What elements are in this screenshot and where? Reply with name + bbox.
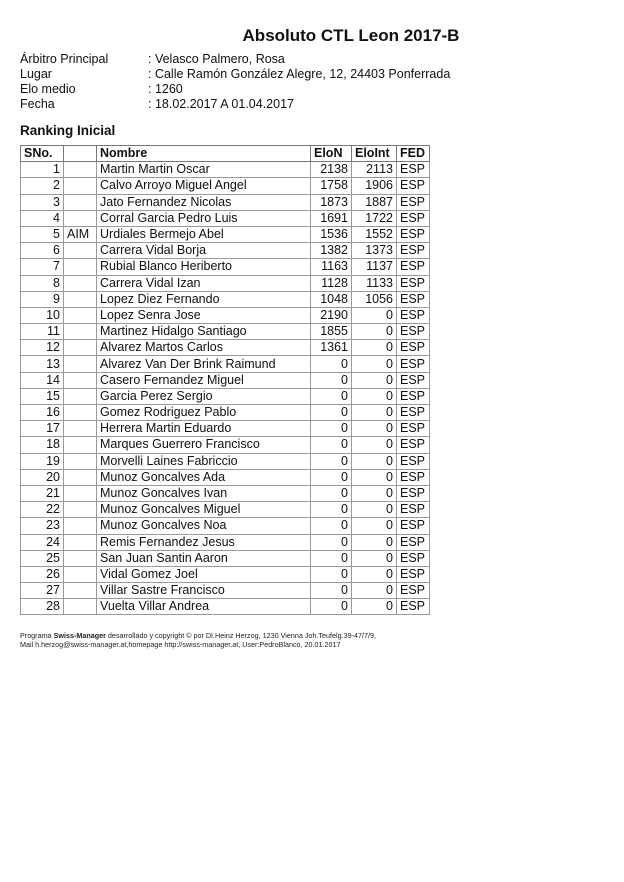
cell-fed: ESP [397, 194, 430, 210]
cell-elon: 0 [311, 453, 352, 469]
table-row [21, 469, 430, 485]
cell-name: Vidal Gomez Joel [97, 566, 311, 582]
column-header-eloint: EloInt [352, 146, 397, 162]
cell-elon: 1691 [311, 210, 352, 226]
cell-title [64, 243, 97, 259]
cell-eloint: 1373 [352, 243, 397, 259]
meta-label: Lugar [20, 67, 52, 81]
cell-eloint: 0 [352, 518, 397, 534]
table-row [21, 356, 430, 372]
table-row [21, 243, 430, 259]
cell-elon: 1163 [311, 259, 352, 275]
cell-name: Villar Sastre Francisco [97, 583, 311, 599]
cell-fed: ESP [397, 599, 430, 615]
cell-sno: 18 [21, 437, 64, 453]
cell-title [64, 453, 97, 469]
cell-eloint: 0 [352, 534, 397, 550]
cell-eloint: 0 [352, 421, 397, 437]
table-row [21, 437, 430, 453]
cell-name: Munoz Goncalves Ivan [97, 485, 311, 501]
cell-fed: ESP [397, 421, 430, 437]
cell-fed: ESP [397, 485, 430, 501]
cell-name: Carrera Vidal Izan [97, 275, 311, 291]
cell-title [64, 469, 97, 485]
page-title: Absoluto CTL Leon 2017-B [242, 26, 460, 45]
cell-title [64, 307, 97, 323]
cell-sno: 13 [21, 356, 64, 372]
cell-eloint: 2113 [352, 162, 397, 178]
meta-value: : 18.02.2017 A 01.04.2017 [148, 97, 294, 111]
cell-eloint: 0 [352, 485, 397, 501]
cell-elon: 2138 [311, 162, 352, 178]
section-title: Ranking Inicial [20, 123, 116, 138]
cell-title [64, 210, 97, 226]
table-row [21, 291, 430, 307]
footer-credits [20, 631, 376, 649]
table-row [21, 583, 430, 599]
cell-fed: ESP [397, 372, 430, 388]
cell-name: Alvarez Van Der Brink Raimund [97, 356, 311, 372]
ranking-table [20, 145, 430, 615]
cell-elon: 1382 [311, 243, 352, 259]
cell-title [64, 388, 97, 404]
cell-eloint: 0 [352, 453, 397, 469]
cell-title [64, 566, 97, 582]
cell-eloint: 1722 [352, 210, 397, 226]
cell-name: Vuelta Villar Andrea [97, 599, 311, 615]
cell-eloint: 0 [352, 388, 397, 404]
meta-row [20, 52, 450, 67]
cell-elon: 0 [311, 421, 352, 437]
cell-elon: 0 [311, 437, 352, 453]
footer-prefix: Programa [20, 631, 54, 640]
cell-elon: 1855 [311, 324, 352, 340]
cell-sno: 1 [21, 162, 64, 178]
cell-fed: ESP [397, 307, 430, 323]
cell-title [64, 518, 97, 534]
cell-name: Jato Fernandez Nicolas [97, 194, 311, 210]
cell-fed: ESP [397, 291, 430, 307]
table-row [21, 599, 430, 615]
cell-elon: 1361 [311, 340, 352, 356]
meta-row [20, 97, 450, 112]
cell-name: Alvarez Martos Carlos [97, 340, 311, 356]
cell-fed: ESP [397, 566, 430, 582]
column-header-name: Nombre [97, 146, 311, 162]
cell-fed: ESP [397, 226, 430, 242]
cell-elon: 0 [311, 388, 352, 404]
table-row [21, 388, 430, 404]
cell-elon: 0 [311, 356, 352, 372]
table-row [21, 372, 430, 388]
table-row [21, 453, 430, 469]
cell-sno: 12 [21, 340, 64, 356]
table-row [21, 178, 430, 194]
cell-name: Martin Martin Oscar [97, 162, 311, 178]
cell-eloint: 0 [352, 372, 397, 388]
cell-title [64, 583, 97, 599]
cell-sno: 25 [21, 550, 64, 566]
cell-eloint: 0 [352, 307, 397, 323]
cell-title [64, 485, 97, 501]
table-row [21, 275, 430, 291]
cell-fed: ESP [397, 162, 430, 178]
cell-fed: ESP [397, 453, 430, 469]
cell-sno: 3 [21, 194, 64, 210]
table-row [21, 226, 430, 242]
cell-eloint: 1906 [352, 178, 397, 194]
cell-title [64, 259, 97, 275]
cell-sno: 28 [21, 599, 64, 615]
cell-name: Rubial Blanco Heriberto [97, 259, 311, 275]
cell-name: Urdiales Bermejo Abel [97, 226, 311, 242]
table-row [21, 421, 430, 437]
footer-line1-text: desarrollado y copyright © por DI.Heinz Herzog, 1230 Vienna Joh.Teufelg.39-47/7/9, [105, 631, 376, 640]
cell-elon: 0 [311, 372, 352, 388]
cell-sno: 14 [21, 372, 64, 388]
table-row [21, 534, 430, 550]
cell-elon: 1536 [311, 226, 352, 242]
cell-eloint: 0 [352, 324, 397, 340]
meta-label: Fecha [20, 97, 55, 111]
table-row [21, 502, 430, 518]
cell-title [64, 356, 97, 372]
cell-elon: 1758 [311, 178, 352, 194]
cell-fed: ESP [397, 356, 430, 372]
footer-brand: Swiss-Manager [53, 631, 106, 640]
cell-title [64, 502, 97, 518]
table-row [21, 566, 430, 582]
meta-row [20, 82, 450, 97]
cell-name: Munoz Goncalves Miguel [97, 502, 311, 518]
cell-elon: 2190 [311, 307, 352, 323]
cell-name: Munoz Goncalves Noa [97, 518, 311, 534]
cell-elon: 1873 [311, 194, 352, 210]
cell-sno: 21 [21, 485, 64, 501]
cell-elon: 0 [311, 566, 352, 582]
cell-name: Remis Fernandez Jesus [97, 534, 311, 550]
cell-fed: ESP [397, 518, 430, 534]
cell-title [64, 178, 97, 194]
cell-fed: ESP [397, 534, 430, 550]
cell-sno: 4 [21, 210, 64, 226]
cell-title [64, 340, 97, 356]
cell-elon: 0 [311, 485, 352, 501]
cell-elon: 0 [311, 469, 352, 485]
cell-sno: 7 [21, 259, 64, 275]
cell-name: Lopez Senra Jose [97, 307, 311, 323]
column-header-title [64, 146, 97, 162]
footer-line-1 [20, 631, 376, 640]
cell-sno: 27 [21, 583, 64, 599]
cell-title [64, 194, 97, 210]
cell-sno: 22 [21, 502, 64, 518]
cell-eloint: 1887 [352, 194, 397, 210]
cell-name: Calvo Arroyo Miguel Angel [97, 178, 311, 194]
cell-sno: 10 [21, 307, 64, 323]
cell-name: Corral Garcia Pedro Luis [97, 210, 311, 226]
cell-elon: 0 [311, 534, 352, 550]
meta-label: Árbitro Principal [20, 52, 109, 66]
cell-sno: 5 [21, 226, 64, 242]
table-row [21, 210, 430, 226]
cell-fed: ESP [397, 502, 430, 518]
table-row [21, 550, 430, 566]
cell-sno: 26 [21, 566, 64, 582]
table-row [21, 518, 430, 534]
cell-eloint: 0 [352, 469, 397, 485]
cell-title [64, 421, 97, 437]
cell-title [64, 275, 97, 291]
column-header-fed: FED [397, 146, 430, 162]
cell-elon: 0 [311, 405, 352, 421]
cell-eloint: 0 [352, 405, 397, 421]
cell-elon: 1048 [311, 291, 352, 307]
cell-fed: ESP [397, 178, 430, 194]
tournament-info [20, 52, 450, 112]
cell-fed: ESP [397, 275, 430, 291]
cell-name: Morvelli Laines Fabriccio [97, 453, 311, 469]
footer-line-2: Mail h.herzog@swiss-manager.at,homepage http://swiss-manager.at, User:PedroBlanco, 20.01.2017 [20, 640, 341, 649]
table-row [21, 340, 430, 356]
cell-fed: ESP [397, 550, 430, 566]
table-header-row [21, 146, 430, 162]
meta-label: Elo medio [20, 82, 76, 96]
cell-elon: 0 [311, 502, 352, 518]
cell-title [64, 599, 97, 615]
cell-sno: 2 [21, 178, 64, 194]
cell-name: Lopez Diez Fernando [97, 291, 311, 307]
cell-eloint: 1056 [352, 291, 397, 307]
cell-name: Martinez Hidalgo Santiago [97, 324, 311, 340]
cell-name: Munoz Goncalves Ada [97, 469, 311, 485]
cell-sno: 23 [21, 518, 64, 534]
cell-sno: 15 [21, 388, 64, 404]
cell-sno: 8 [21, 275, 64, 291]
cell-elon: 0 [311, 518, 352, 534]
cell-title [64, 550, 97, 566]
cell-name: Herrera Martin Eduardo [97, 421, 311, 437]
cell-eloint: 0 [352, 437, 397, 453]
cell-sno: 20 [21, 469, 64, 485]
cell-sno: 6 [21, 243, 64, 259]
cell-title: AIM [64, 226, 97, 242]
cell-eloint: 0 [352, 566, 397, 582]
cell-fed: ESP [397, 340, 430, 356]
cell-fed: ESP [397, 583, 430, 599]
cell-title [64, 534, 97, 550]
column-header-sno: SNo. [21, 146, 64, 162]
table-row [21, 162, 430, 178]
cell-title [64, 405, 97, 421]
cell-name: Casero Fernandez Miguel [97, 372, 311, 388]
cell-fed: ESP [397, 243, 430, 259]
cell-elon: 0 [311, 583, 352, 599]
cell-eloint: 0 [352, 502, 397, 518]
meta-value: : 1260 [148, 82, 183, 96]
cell-title [64, 372, 97, 388]
cell-fed: ESP [397, 210, 430, 226]
cell-title [64, 162, 97, 178]
cell-eloint: 1552 [352, 226, 397, 242]
table-row [21, 485, 430, 501]
table-row [21, 324, 430, 340]
table-row [21, 405, 430, 421]
cell-title [64, 324, 97, 340]
cell-fed: ESP [397, 469, 430, 485]
cell-fed: ESP [397, 259, 430, 275]
cell-sno: 19 [21, 453, 64, 469]
table-row [21, 194, 430, 210]
meta-row [20, 67, 450, 82]
table-row [21, 307, 430, 323]
cell-name: Marques Guerrero Francisco [97, 437, 311, 453]
cell-fed: ESP [397, 324, 430, 340]
cell-fed: ESP [397, 405, 430, 421]
cell-sno: 9 [21, 291, 64, 307]
cell-name: Garcia Perez Sergio [97, 388, 311, 404]
cell-name: San Juan Santin Aaron [97, 550, 311, 566]
cell-eloint: 1133 [352, 275, 397, 291]
cell-sno: 17 [21, 421, 64, 437]
cell-name: Gomez Rodriguez Pablo [97, 405, 311, 421]
table-row [21, 259, 430, 275]
cell-fed: ESP [397, 388, 430, 404]
column-header-elon: EloN [311, 146, 352, 162]
cell-title [64, 437, 97, 453]
meta-value: : Velasco Palmero, Rosa [148, 52, 285, 66]
cell-fed: ESP [397, 437, 430, 453]
cell-sno: 11 [21, 324, 64, 340]
cell-eloint: 0 [352, 340, 397, 356]
cell-sno: 24 [21, 534, 64, 550]
cell-name: Carrera Vidal Borja [97, 243, 311, 259]
cell-title [64, 291, 97, 307]
cell-eloint: 0 [352, 356, 397, 372]
cell-elon: 1128 [311, 275, 352, 291]
meta-value: : Calle Ramón González Alegre, 12, 24403 Ponferrada [148, 67, 451, 81]
cell-eloint: 1137 [352, 259, 397, 275]
cell-eloint: 0 [352, 550, 397, 566]
cell-elon: 0 [311, 550, 352, 566]
cell-eloint: 0 [352, 583, 397, 599]
cell-eloint: 0 [352, 599, 397, 615]
cell-elon: 0 [311, 599, 352, 615]
cell-sno: 16 [21, 405, 64, 421]
